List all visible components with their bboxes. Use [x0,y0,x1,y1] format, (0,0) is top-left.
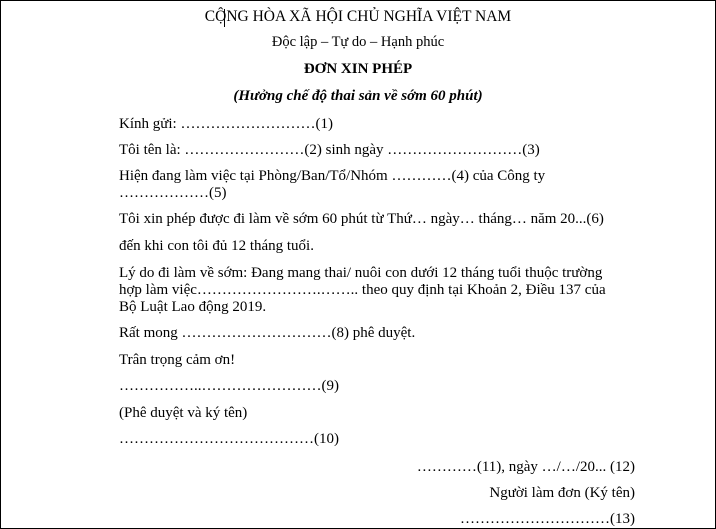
signature-line-10: …………………………………(10) [119,431,339,447]
thanks-line: Trân trọng cảm ơn! [119,352,236,368]
workplace-line-2: ………………(5) [119,185,227,201]
reason-line-1: Lý do đi làm về sớm: Đang mang thai/ nuôi con dưới 12 tháng tuổi thuộc trường [119,265,603,281]
approval-request-line: Rất mong …………………………(8) phê duyệt. [119,325,416,341]
form-subtitle: (Hưởng chế độ thai sản về sớm 60 phút) [233,88,483,104]
place-date-line: …………(11), ngày …/…/20... (12) [416,459,635,475]
reason-line-2: hợp làm việc…………………….…….. theo quy định tại Khoản 2, Điều 137 của [119,282,606,298]
signature-line-9: ……………..……………………(9) [119,378,339,394]
national-motto: Độc lập – Tự do – Hạnh phúc [271,34,445,50]
form-title: ĐƠN XIN PHÉP [303,61,413,77]
name-birthdate-line: Tôi tên là: ……………………(2) sinh ngày ………………………(3) [119,142,540,158]
applicant-label: Người làm đơn (Ký tên) [489,485,635,501]
workplace-line-1: Hiện đang làm việc tại Phòng/Ban/Tổ/Nhóm …………(4) của Công ty [119,168,546,184]
recipient-line: Kính gửi: ………………………(1) [119,116,333,132]
reason-line-3: Bộ Luật Lao động 2019. [119,299,267,315]
request-line-2: đến khi con tôi đủ 12 tháng tuổi. [119,238,314,254]
request-line-1: Tôi xin phép được đi làm về sớm 60 phút từ Thứ… ngày… tháng… năm 20...(6) [119,211,604,227]
approval-label: (Phê duyệt và ký tên) [119,405,248,421]
national-title: CỘNG HÒA XÃ HỘI CHỦ NGHĨA VIỆT NAM [204,8,512,25]
applicant-signature-line: …………………………(13) [460,511,635,527]
